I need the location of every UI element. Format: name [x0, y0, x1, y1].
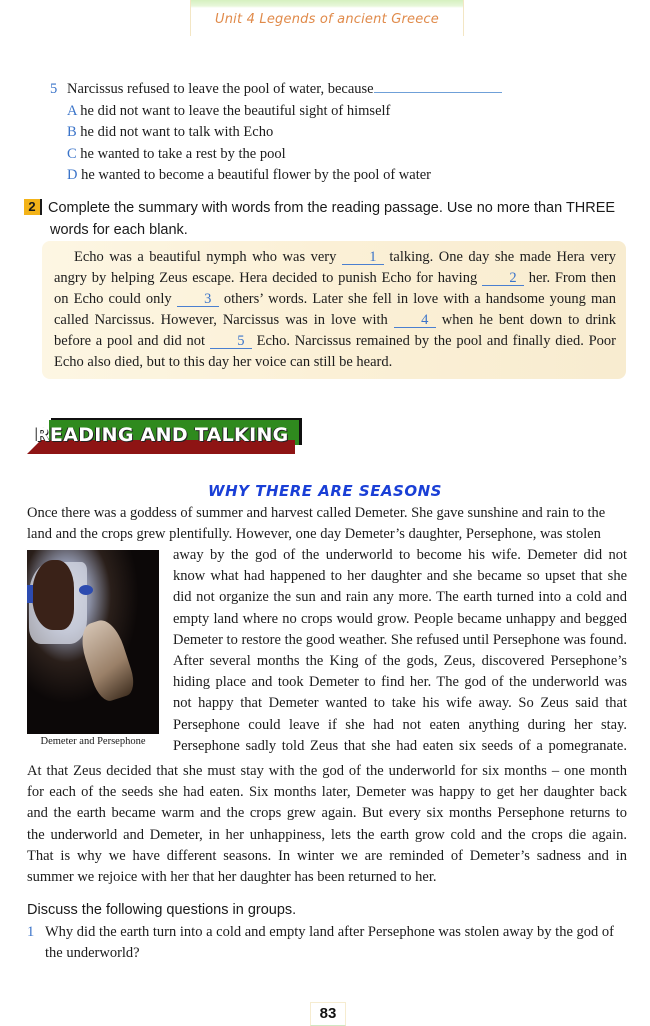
story-line: Demeter to restore the good weather. She refused until Persephone was found. — [173, 631, 627, 648]
summary-segment: others’ words. Later she fell in love with a handsome young man called Narcissus. However, Narcissus was in love with — [54, 291, 616, 328]
discussion-heading: Discuss the following questions in groups. — [27, 902, 297, 918]
story-line: Persephone could leave if she had not eaten anything during her stay. — [173, 716, 627, 733]
story-line: for each of the seeds she had eaten. Six months later, Demeter was happy to get her daughter back — [27, 784, 627, 801]
page-number: 83 — [310, 1002, 346, 1026]
story-line: the underworld and Demeter, in her unhappiness, lets the earth grow cold and the crops die again. — [27, 826, 627, 843]
option-c[interactable] — [50, 144, 502, 166]
story-line: know what had happened to her daughter and she became so upset that she — [173, 568, 627, 585]
blank-5[interactable]: 5 — [210, 334, 252, 349]
unit-title: Unit 4 Legends of ancient Greece — [215, 12, 439, 27]
question-number: 1 — [27, 924, 35, 940]
discussion-question-1 — [27, 922, 627, 964]
blank-1[interactable]: 1 — [342, 250, 384, 265]
story-intro — [27, 503, 627, 545]
task-instruction-line2: words for each blank. — [50, 222, 188, 238]
unit-header — [190, 0, 464, 36]
option-b[interactable] — [50, 122, 502, 144]
question-text: Narcissus refused to leave the pool of water, because — [67, 81, 374, 97]
painting-blue-cloth — [27, 585, 33, 603]
blank-2[interactable]: 2 — [482, 271, 524, 286]
option-letter: D — [67, 167, 78, 183]
demeter-persephone-painting — [27, 550, 159, 734]
summary-segment: her. From then on Echo could only — [54, 270, 616, 307]
summary-segment: Echo. Narcissus remained by the pool and finally died. Poor Echo also died, but to this day her voice can still be heard. — [54, 333, 616, 370]
painting-figure-persephone — [76, 616, 139, 704]
task-instruction-line1: Complete the summary with words from the reading passage. Use no more than THREE — [48, 200, 616, 216]
option-a[interactable] — [50, 101, 502, 123]
blank-3[interactable]: 3 — [177, 292, 219, 307]
story-line: not happy that Demeter wanted to take his wife away. So Zeus said that — [173, 695, 627, 712]
option-text: he wanted to take a rest by the pool — [76, 145, 286, 162]
option-text: he wanted to become a beautiful flower by the pool of water — [77, 167, 431, 183]
task-2-instructions — [24, 197, 630, 241]
section-title: READING AND TALKING — [35, 424, 289, 446]
story-line: empty land where no crops would grow. People became unhappy and begged — [173, 610, 627, 627]
question-stem — [50, 79, 502, 101]
story-line: hiding place and took Demeter to find her. The god of the underworld was — [173, 674, 627, 691]
section-banner — [27, 418, 303, 458]
story-line: summer we rejoice with her that her daughter has been returned to her. — [27, 869, 437, 886]
summary-segment: talking. One day she made Hera very angry by helping Zeus escape. Hera decided to punish Echo for having — [54, 249, 616, 286]
question-text: Why did the earth turn into a cold and empty land after Persephone was stolen away by the god of the underworld? — [45, 924, 614, 961]
story-line: land and the crops grew plentifully. However, one day Demeter’s daughter, Persephone, was stolen — [27, 526, 601, 543]
story-line: Persephone sadly told Zeus that she had eaten six seeds of a pomegranate. — [173, 737, 627, 754]
story-title: WHY THERE ARE SEASONS — [208, 482, 442, 500]
story-line: At that Zeus decided that she must stay with the god of the underworld for six months – one month — [27, 763, 627, 779]
story-line: away by the god of the underworld to become his wife. Demeter did not — [173, 547, 627, 563]
story-conclusion — [27, 761, 627, 888]
option-letter: C — [67, 145, 77, 162]
summary-segment: Echo was a beautiful nymph who was very — [74, 249, 342, 265]
summary-segment: when he bent down to drink before a pool and did not — [54, 312, 616, 349]
option-d[interactable] — [50, 165, 502, 187]
option-letter: A — [67, 102, 77, 119]
summary-text — [54, 247, 616, 373]
option-text: he did not want to leave the beautiful sight of himself — [76, 102, 391, 119]
story-line: and the earth became warm and the crops grew again. But every six months Persephone returns to — [27, 805, 627, 822]
question-number: 5 — [50, 81, 58, 97]
option-text: he did not want to talk with Echo — [76, 124, 274, 140]
painting-figure-demeter — [32, 560, 74, 630]
story-line: After several months the King of the gods, Zeus, discovered Persephone’s — [173, 653, 627, 670]
story-wrapped-text — [173, 545, 627, 757]
blank-4[interactable]: 4 — [394, 313, 436, 328]
task-number-badge: 2 — [24, 199, 42, 215]
option-letter: B — [67, 124, 77, 140]
story-line: Once there was a goddess of summer and harvest called Demeter. She gave sunshine and rain to the — [27, 505, 606, 521]
image-caption: Demeter and Persephone — [40, 736, 146, 747]
story-line: did not organize the sun and rain any more. The earth turned into a cold and — [173, 589, 627, 606]
answer-blank[interactable] — [374, 80, 502, 93]
painting-blue-cloth — [79, 585, 93, 595]
story-line: That is why we have different seasons. In winter we are reminded of Demeter’s sadness and in — [27, 847, 627, 864]
question-5 — [50, 79, 502, 187]
